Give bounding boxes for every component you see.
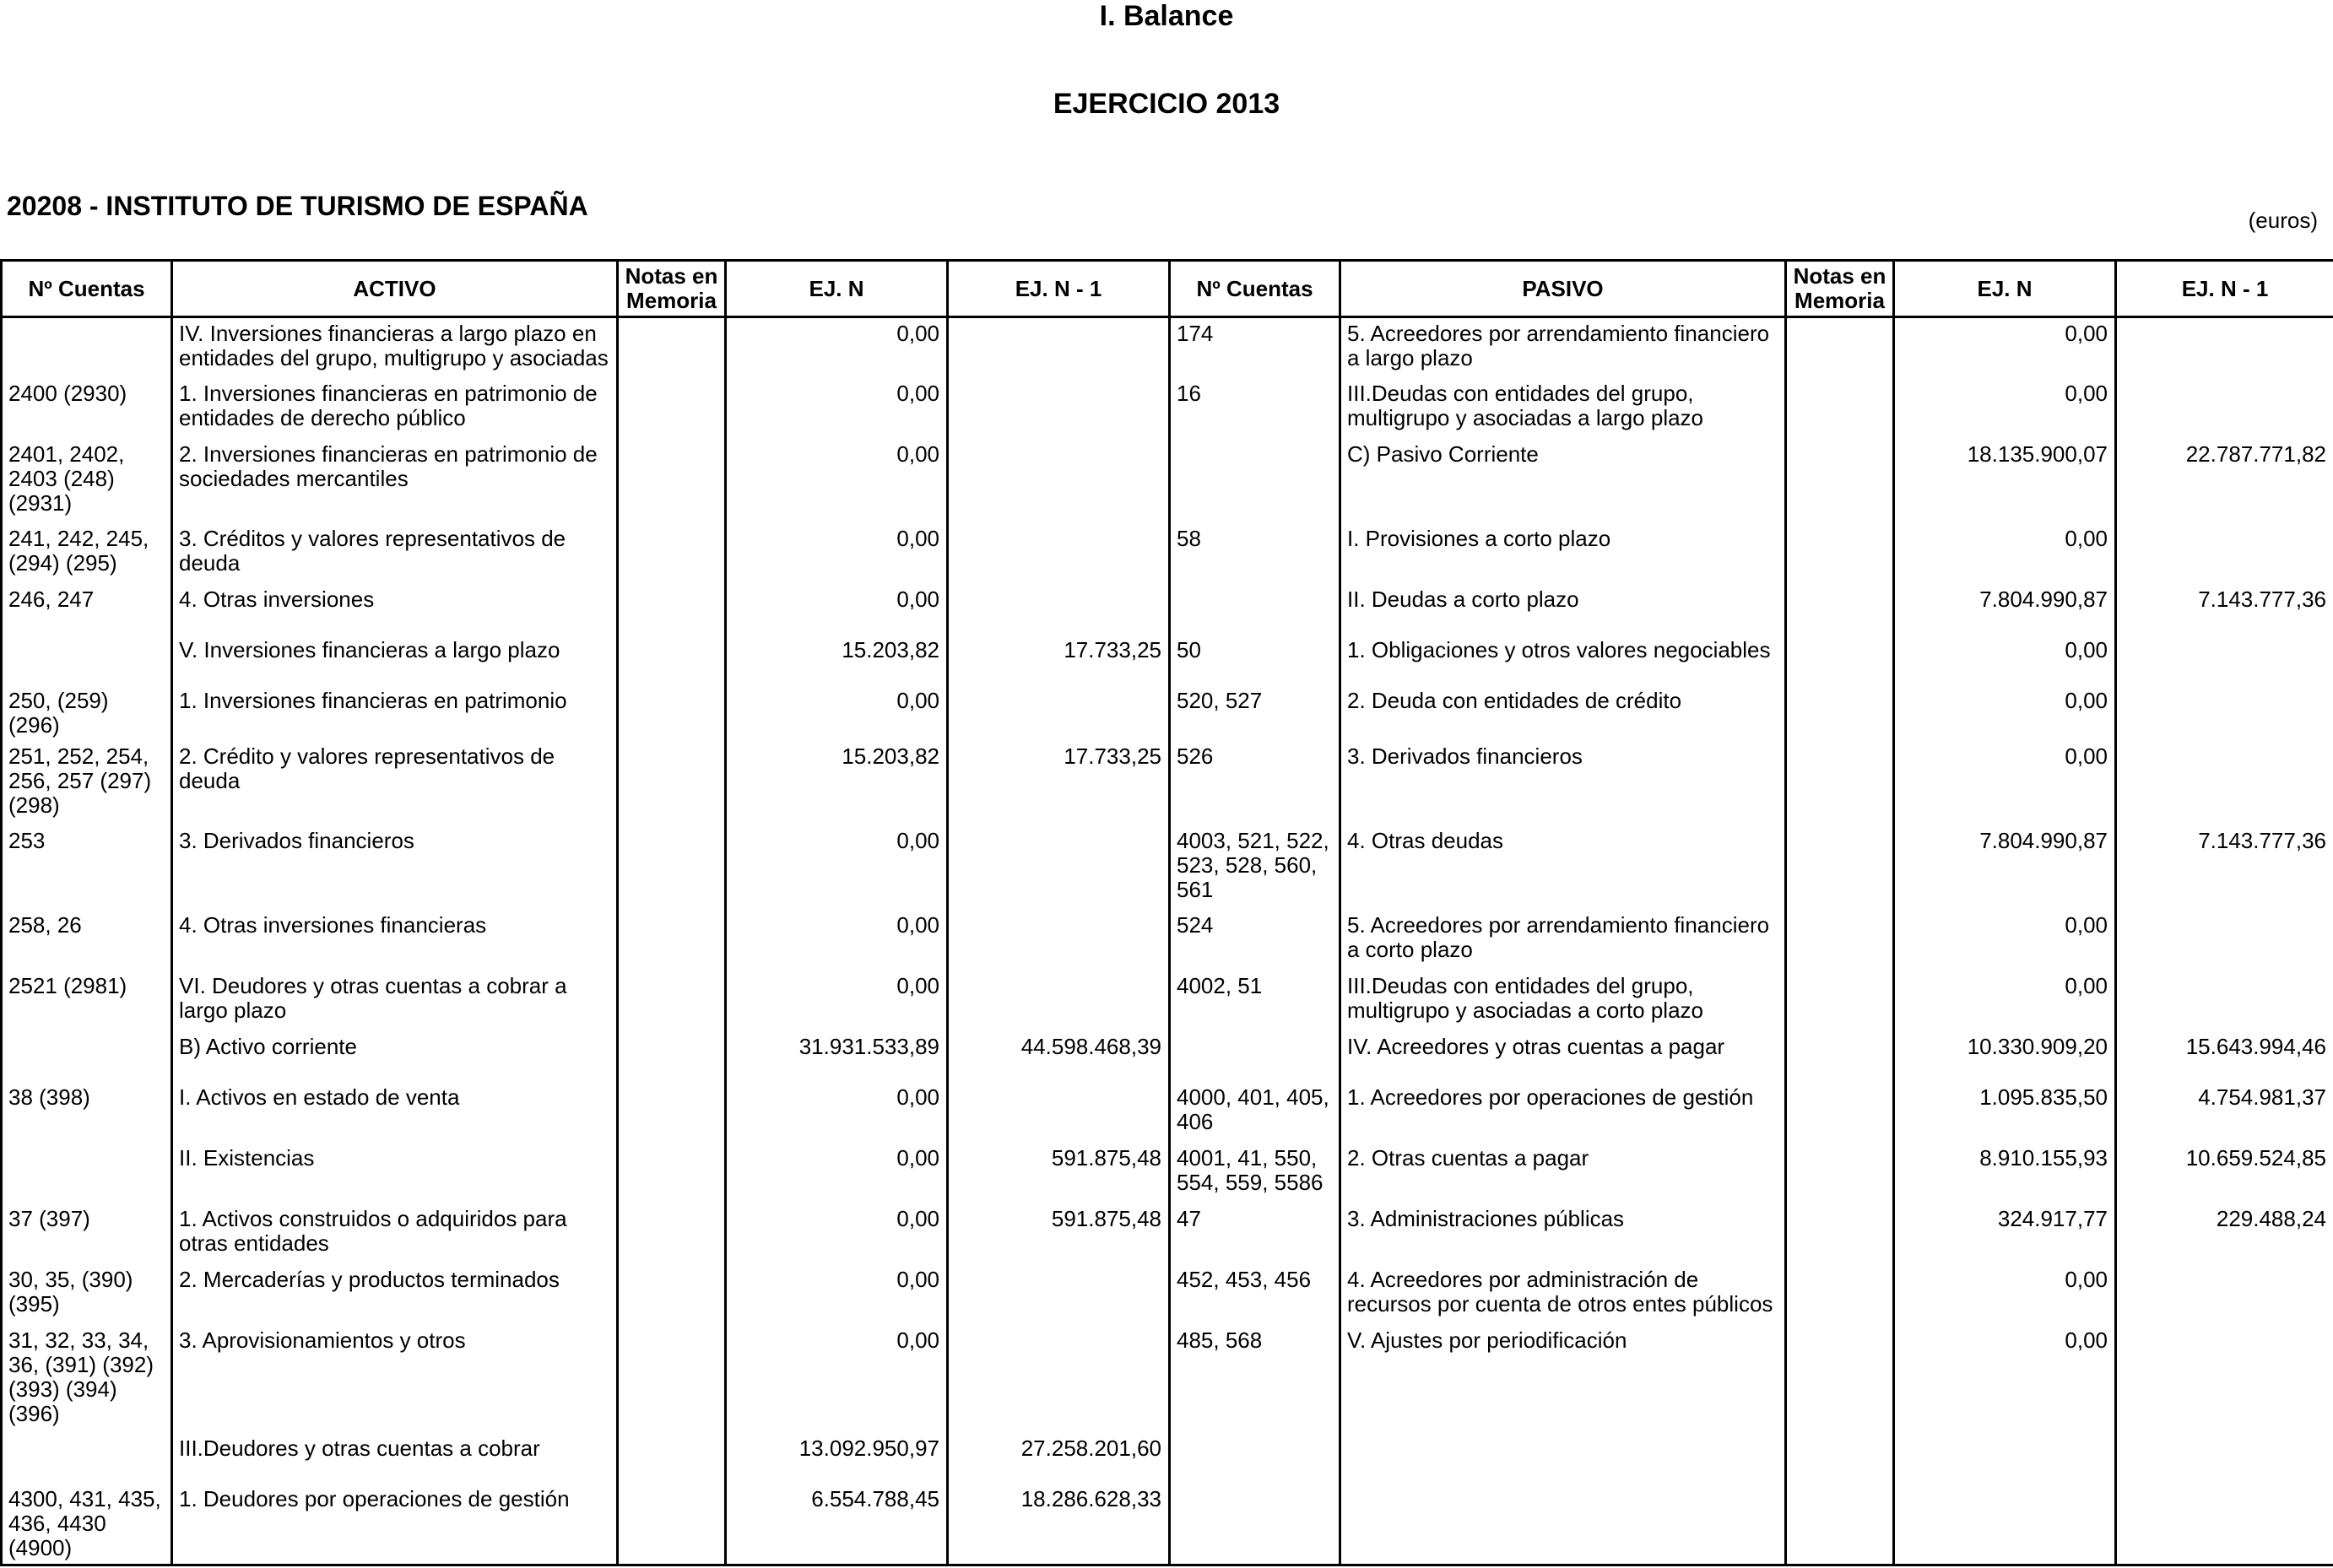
activo-descripcion-cell: 1. Inversiones financieras en patrimonio de entidades de derecho público bbox=[172, 378, 618, 439]
table-row bbox=[2, 971, 2333, 1031]
activo-notas-cell bbox=[618, 825, 726, 910]
pasivo-notas-cell bbox=[1786, 1433, 1894, 1484]
pasivo-notas-cell bbox=[1786, 635, 1894, 685]
activo-descripcion-cell: 3. Aprovisionamientos y otros bbox=[172, 1325, 618, 1433]
pasivo-ej-n-cell: 0,00 bbox=[1894, 635, 2116, 685]
pasivo-ej-n-cell: 324.917,77 bbox=[1894, 1203, 2116, 1264]
activo-notas-cell bbox=[618, 1325, 726, 1433]
activo-ej-n-cell: 0,00 bbox=[726, 378, 948, 439]
pasivo-notas-cell bbox=[1786, 1143, 1894, 1203]
activo-ej-n-cell: 0,00 bbox=[726, 1082, 948, 1143]
pasivo-descripcion-cell: 1. Obligaciones y otros valores negociables bbox=[1340, 635, 1786, 685]
pasivo-ej-n1-cell bbox=[2116, 1484, 2333, 1565]
currency-units: (euros) bbox=[2248, 208, 2318, 233]
pasivo-notas-cell bbox=[1786, 1264, 1894, 1325]
pasivo-notas-cell bbox=[1786, 317, 1894, 378]
activo-ej-n1-cell: 17.733,25 bbox=[948, 741, 1170, 825]
pasivo-notas-cell bbox=[1786, 439, 1894, 523]
table-body bbox=[2, 317, 2333, 1565]
activo-notas-cell bbox=[618, 584, 726, 635]
balance-table bbox=[0, 259, 2333, 1566]
activo-cuentas-cell bbox=[2, 1031, 172, 1082]
pasivo-notas-cell bbox=[1786, 741, 1894, 825]
pasivo-descripcion-cell: 3. Derivados financieros bbox=[1340, 741, 1786, 825]
col-header-pasivo: PASIVO bbox=[1340, 261, 1786, 317]
col-header-ej-n1-pasivo: EJ. N - 1 bbox=[2116, 261, 2333, 317]
pasivo-descripcion-cell: 4. Acreedores por administración de recursos por cuenta de otros entes públicos bbox=[1340, 1264, 1786, 1325]
activo-ej-n-cell: 0,00 bbox=[726, 910, 948, 971]
pasivo-cuentas-cell: 526 bbox=[1170, 741, 1340, 825]
table-row bbox=[2, 1264, 2333, 1325]
activo-ej-n-cell: 31.931.533,89 bbox=[726, 1031, 948, 1082]
activo-ej-n1-cell: 27.258.201,60 bbox=[948, 1433, 1170, 1484]
table-row bbox=[2, 378, 2333, 439]
activo-ej-n-cell: 13.092.950,97 bbox=[726, 1433, 948, 1484]
activo-descripcion-cell: 2. Mercaderías y productos terminados bbox=[172, 1264, 618, 1325]
pasivo-notas-cell bbox=[1786, 685, 1894, 741]
pasivo-notas-cell bbox=[1786, 1031, 1894, 1082]
activo-descripcion-cell: 4. Otras inversiones bbox=[172, 584, 618, 635]
activo-ej-n-cell: 0,00 bbox=[726, 971, 948, 1031]
activo-notas-cell bbox=[618, 523, 726, 584]
activo-notas-cell bbox=[618, 910, 726, 971]
activo-notas-cell bbox=[618, 1082, 726, 1143]
pasivo-ej-n1-cell bbox=[2116, 1264, 2333, 1325]
pasivo-cuentas-cell: 4001, 41, 550, 554, 559, 5586 bbox=[1170, 1143, 1340, 1203]
activo-notas-cell bbox=[618, 378, 726, 439]
pasivo-ej-n1-cell bbox=[2116, 317, 2333, 378]
activo-ej-n1-cell bbox=[948, 685, 1170, 741]
table-row bbox=[2, 439, 2333, 523]
pasivo-ej-n-cell: 0,00 bbox=[1894, 685, 2116, 741]
table-row bbox=[2, 1143, 2333, 1203]
pasivo-notas-cell bbox=[1786, 1484, 1894, 1565]
header-row bbox=[2, 261, 2333, 317]
activo-cuentas-cell: 253 bbox=[2, 825, 172, 910]
activo-descripcion-cell: 1. Inversiones financieras en patrimonio bbox=[172, 685, 618, 741]
activo-cuentas-cell: 2521 (2981) bbox=[2, 971, 172, 1031]
table-row bbox=[2, 1203, 2333, 1264]
activo-ej-n1-cell bbox=[948, 317, 1170, 378]
activo-descripcion-cell: I. Activos en estado de venta bbox=[172, 1082, 618, 1143]
pasivo-cuentas-cell bbox=[1170, 1433, 1340, 1484]
pasivo-ej-n1-cell: 22.787.771,82 bbox=[2116, 439, 2333, 523]
table-row bbox=[2, 317, 2333, 378]
activo-cuentas-cell bbox=[2, 635, 172, 685]
pasivo-ej-n1-cell bbox=[2116, 685, 2333, 741]
activo-cuentas-cell: 2400 (2930) bbox=[2, 378, 172, 439]
pasivo-ej-n1-cell bbox=[2116, 1325, 2333, 1433]
activo-ej-n1-cell bbox=[948, 971, 1170, 1031]
activo-ej-n-cell: 15.203,82 bbox=[726, 741, 948, 825]
activo-notas-cell bbox=[618, 439, 726, 523]
activo-cuentas-cell: 31, 32, 33, 34, 36, (391) (392) (393) (394) (396) bbox=[2, 1325, 172, 1433]
pasivo-ej-n-cell: 8.910.155,93 bbox=[1894, 1143, 2116, 1203]
activo-ej-n-cell: 15.203,82 bbox=[726, 635, 948, 685]
activo-ej-n1-cell bbox=[948, 910, 1170, 971]
pasivo-ej-n-cell: 0,00 bbox=[1894, 971, 2116, 1031]
pasivo-cuentas-cell: 4003, 521, 522, 523, 528, 560, 561 bbox=[1170, 825, 1340, 910]
activo-cuentas-cell: 2401, 2402, 2403 (248) (2931) bbox=[2, 439, 172, 523]
pasivo-ej-n-cell: 0,00 bbox=[1894, 317, 2116, 378]
activo-descripcion-cell: 1. Deudores por operaciones de gestión bbox=[172, 1484, 618, 1565]
pasivo-ej-n-cell bbox=[1894, 1484, 2116, 1565]
activo-ej-n1-cell: 44.598.468,39 bbox=[948, 1031, 1170, 1082]
pasivo-ej-n-cell: 0,00 bbox=[1894, 1264, 2116, 1325]
col-header-ej-n1-activo: EJ. N - 1 bbox=[948, 261, 1170, 317]
activo-ej-n-cell: 0,00 bbox=[726, 1264, 948, 1325]
pasivo-cuentas-cell bbox=[1170, 584, 1340, 635]
activo-cuentas-cell: 246, 247 bbox=[2, 584, 172, 635]
pasivo-descripcion-cell: I. Provisiones a corto plazo bbox=[1340, 523, 1786, 584]
pasivo-ej-n1-cell bbox=[2116, 910, 2333, 971]
pasivo-descripcion-cell: 5. Acreedores por arrendamiento financiero a corto plazo bbox=[1340, 910, 1786, 971]
activo-descripcion-cell: 2. Crédito y valores representativos de deuda bbox=[172, 741, 618, 825]
pasivo-cuentas-cell: 58 bbox=[1170, 523, 1340, 584]
pasivo-ej-n1-cell bbox=[2116, 523, 2333, 584]
table-row bbox=[2, 1433, 2333, 1484]
pasivo-ej-n-cell: 0,00 bbox=[1894, 741, 2116, 825]
pasivo-descripcion-cell: 5. Acreedores por arrendamiento financiero a largo plazo bbox=[1340, 317, 1786, 378]
pasivo-descripcion-cell: III.Deudas con entidades del grupo, multigrupo y asociadas a corto plazo bbox=[1340, 971, 1786, 1031]
pasivo-ej-n1-cell: 10.659.524,85 bbox=[2116, 1143, 2333, 1203]
pasivo-descripcion-cell: 1. Acreedores por operaciones de gestión bbox=[1340, 1082, 1786, 1143]
activo-ej-n1-cell bbox=[948, 1325, 1170, 1433]
pasivo-ej-n-cell: 0,00 bbox=[1894, 910, 2116, 971]
activo-descripcion-cell: 1. Activos construidos o adquiridos para otras entidades bbox=[172, 1203, 618, 1264]
activo-ej-n1-cell: 591.875,48 bbox=[948, 1203, 1170, 1264]
pasivo-ej-n-cell: 0,00 bbox=[1894, 1325, 2116, 1433]
pasivo-notas-cell bbox=[1786, 1325, 1894, 1433]
col-header-cuentas-activo: Nº Cuentas bbox=[2, 261, 172, 317]
activo-ej-n1-cell bbox=[948, 584, 1170, 635]
table-row bbox=[2, 1484, 2333, 1565]
pasivo-cuentas-cell: 50 bbox=[1170, 635, 1340, 685]
pasivo-cuentas-cell: 452, 453, 456 bbox=[1170, 1264, 1340, 1325]
col-header-activo: ACTIVO bbox=[172, 261, 618, 317]
col-header-ej-n-pasivo: EJ. N bbox=[1894, 261, 2116, 317]
pasivo-cuentas-cell: 47 bbox=[1170, 1203, 1340, 1264]
pasivo-notas-cell bbox=[1786, 1203, 1894, 1264]
pasivo-ej-n1-cell bbox=[2116, 635, 2333, 685]
pasivo-cuentas-cell: 520, 527 bbox=[1170, 685, 1340, 741]
pasivo-ej-n1-cell bbox=[2116, 1433, 2333, 1484]
pasivo-ej-n-cell: 7.804.990,87 bbox=[1894, 825, 2116, 910]
pasivo-notas-cell bbox=[1786, 1082, 1894, 1143]
activo-cuentas-cell: 258, 26 bbox=[2, 910, 172, 971]
activo-ej-n-cell: 0,00 bbox=[726, 439, 948, 523]
pasivo-cuentas-cell: 485, 568 bbox=[1170, 1325, 1340, 1433]
pasivo-descripcion-cell: 4. Otras deudas bbox=[1340, 825, 1786, 910]
pasivo-ej-n1-cell: 229.488,24 bbox=[2116, 1203, 2333, 1264]
activo-ej-n-cell: 0,00 bbox=[726, 1325, 948, 1433]
activo-ej-n-cell: 0,00 bbox=[726, 523, 948, 584]
pasivo-ej-n1-cell: 15.643.994,46 bbox=[2116, 1031, 2333, 1082]
activo-cuentas-cell: 37 (397) bbox=[2, 1203, 172, 1264]
activo-ej-n1-cell bbox=[948, 439, 1170, 523]
pasivo-ej-n1-cell: 4.754.981,37 bbox=[2116, 1082, 2333, 1143]
activo-notas-cell bbox=[618, 1031, 726, 1082]
pasivo-descripcion-cell: II. Deudas a corto plazo bbox=[1340, 584, 1786, 635]
pasivo-descripcion-cell: 2. Deuda con entidades de crédito bbox=[1340, 685, 1786, 741]
activo-notas-cell bbox=[618, 1264, 726, 1325]
activo-notas-cell bbox=[618, 635, 726, 685]
pasivo-ej-n-cell: 18.135.900,07 bbox=[1894, 439, 2116, 523]
activo-notas-cell bbox=[618, 685, 726, 741]
table-row bbox=[2, 685, 2333, 741]
pasivo-cuentas-cell: 16 bbox=[1170, 378, 1340, 439]
activo-ej-n1-cell bbox=[948, 523, 1170, 584]
activo-ej-n1-cell: 18.286.628,33 bbox=[948, 1484, 1170, 1565]
activo-ej-n1-cell bbox=[948, 378, 1170, 439]
table-row bbox=[2, 1031, 2333, 1082]
pasivo-notas-cell bbox=[1786, 584, 1894, 635]
pasivo-ej-n-cell: 7.804.990,87 bbox=[1894, 584, 2116, 635]
col-header-notas-pasivo: Notas en Memoria bbox=[1786, 261, 1894, 317]
pasivo-notas-cell bbox=[1786, 910, 1894, 971]
activo-cuentas-cell bbox=[2, 1433, 172, 1484]
activo-notas-cell bbox=[618, 317, 726, 378]
table-row bbox=[2, 741, 2333, 825]
pasivo-ej-n-cell: 10.330.909,20 bbox=[1894, 1031, 2116, 1082]
col-header-ej-n-activo: EJ. N bbox=[726, 261, 948, 317]
pasivo-descripcion-cell: 2. Otras cuentas a pagar bbox=[1340, 1143, 1786, 1203]
pasivo-notas-cell bbox=[1786, 971, 1894, 1031]
activo-notas-cell bbox=[618, 1484, 726, 1565]
pasivo-descripcion-cell bbox=[1340, 1433, 1786, 1484]
activo-notas-cell bbox=[618, 1143, 726, 1203]
activo-descripcion-cell: IV. Inversiones financieras a largo plazo en entidades del grupo, multigrupo y asociadas bbox=[172, 317, 618, 378]
table-row bbox=[2, 910, 2333, 971]
activo-ej-n-cell: 0,00 bbox=[726, 1203, 948, 1264]
activo-cuentas-cell: 30, 35, (390) (395) bbox=[2, 1264, 172, 1325]
pasivo-cuentas-cell: 4000, 401, 405, 406 bbox=[1170, 1082, 1340, 1143]
activo-notas-cell bbox=[618, 1203, 726, 1264]
activo-cuentas-cell: 241, 242, 245, (294) (295) bbox=[2, 523, 172, 584]
table-row bbox=[2, 584, 2333, 635]
activo-ej-n-cell: 0,00 bbox=[726, 1143, 948, 1203]
activo-descripcion-cell: 3. Créditos y valores representativos de deuda bbox=[172, 523, 618, 584]
pasivo-ej-n-cell bbox=[1894, 1433, 2116, 1484]
pasivo-descripcion-cell: IV. Acreedores y otras cuentas a pagar bbox=[1340, 1031, 1786, 1082]
activo-descripcion-cell: II. Existencias bbox=[172, 1143, 618, 1203]
table-row bbox=[2, 523, 2333, 584]
col-header-notas-activo: Notas en Memoria bbox=[618, 261, 726, 317]
activo-ej-n1-cell bbox=[948, 1082, 1170, 1143]
activo-descripcion-cell: 3. Derivados financieros bbox=[172, 825, 618, 910]
activo-descripcion-cell: B) Activo corriente bbox=[172, 1031, 618, 1082]
pasivo-cuentas-cell bbox=[1170, 439, 1340, 523]
pasivo-ej-n1-cell: 7.143.777,36 bbox=[2116, 584, 2333, 635]
activo-descripcion-cell: 4. Otras inversiones financieras bbox=[172, 910, 618, 971]
pasivo-ej-n1-cell bbox=[2116, 741, 2333, 825]
pasivo-cuentas-cell: 524 bbox=[1170, 910, 1340, 971]
entity-name: 20208 - INSTITUTO DE TURISMO DE ESPAÑA bbox=[7, 191, 588, 221]
activo-cuentas-cell: 251, 252, 254, 256, 257 (297) (298) bbox=[2, 741, 172, 825]
activo-ej-n-cell: 6.554.788,45 bbox=[726, 1484, 948, 1565]
pasivo-descripcion-cell: III.Deudas con entidades del grupo, multigrupo y asociadas a largo plazo bbox=[1340, 378, 1786, 439]
fiscal-year: EJERCICIO 2013 bbox=[1053, 88, 1280, 120]
pasivo-notas-cell bbox=[1786, 825, 1894, 910]
page-title: I. Balance bbox=[1099, 0, 1234, 32]
table-row bbox=[2, 1082, 2333, 1143]
col-header-cuentas-pasivo: Nº Cuentas bbox=[1170, 261, 1340, 317]
pasivo-descripcion-cell bbox=[1340, 1484, 1786, 1565]
activo-cuentas-cell bbox=[2, 1143, 172, 1203]
activo-cuentas-cell: 4300, 431, 435, 436, 4430 (4900) bbox=[2, 1484, 172, 1565]
pasivo-descripcion-cell: V. Ajustes por periodificación bbox=[1340, 1325, 1786, 1433]
activo-ej-n1-cell: 17.733,25 bbox=[948, 635, 1170, 685]
pasivo-ej-n-cell: 0,00 bbox=[1894, 378, 2116, 439]
pasivo-notas-cell bbox=[1786, 378, 1894, 439]
activo-notas-cell bbox=[618, 741, 726, 825]
pasivo-cuentas-cell bbox=[1170, 1031, 1340, 1082]
activo-descripcion-cell: VI. Deudores y otras cuentas a cobrar a largo plazo bbox=[172, 971, 618, 1031]
activo-notas-cell bbox=[618, 1433, 726, 1484]
activo-notas-cell bbox=[618, 971, 726, 1031]
table-row bbox=[2, 635, 2333, 685]
pasivo-ej-n-cell: 1.095.835,50 bbox=[1894, 1082, 2116, 1143]
table-row bbox=[2, 1325, 2333, 1433]
pasivo-ej-n1-cell bbox=[2116, 378, 2333, 439]
activo-descripcion-cell: III.Deudores y otras cuentas a cobrar bbox=[172, 1433, 618, 1484]
activo-descripcion-cell: V. Inversiones financieras a largo plazo bbox=[172, 635, 618, 685]
table-row bbox=[2, 825, 2333, 910]
activo-ej-n1-cell bbox=[948, 1264, 1170, 1325]
activo-ej-n-cell: 0,00 bbox=[726, 317, 948, 378]
activo-cuentas-cell: 38 (398) bbox=[2, 1082, 172, 1143]
pasivo-descripcion-cell: 3. Administraciones públicas bbox=[1340, 1203, 1786, 1264]
pasivo-cuentas-cell: 174 bbox=[1170, 317, 1340, 378]
activo-ej-n1-cell bbox=[948, 825, 1170, 910]
pasivo-descripcion-cell: C) Pasivo Corriente bbox=[1340, 439, 1786, 523]
pasivo-ej-n1-cell bbox=[2116, 971, 2333, 1031]
activo-ej-n-cell: 0,00 bbox=[726, 584, 948, 635]
pasivo-cuentas-cell bbox=[1170, 1484, 1340, 1565]
activo-descripcion-cell: 2. Inversiones financieras en patrimonio de sociedades mercantiles bbox=[172, 439, 618, 523]
activo-cuentas-cell: 250, (259) (296) bbox=[2, 685, 172, 741]
activo-ej-n1-cell: 591.875,48 bbox=[948, 1143, 1170, 1203]
pasivo-ej-n-cell: 0,00 bbox=[1894, 523, 2116, 584]
activo-ej-n-cell: 0,00 bbox=[726, 685, 948, 741]
pasivo-notas-cell bbox=[1786, 523, 1894, 584]
activo-ej-n-cell: 0,00 bbox=[726, 825, 948, 910]
activo-cuentas-cell bbox=[2, 317, 172, 378]
pasivo-cuentas-cell: 4002, 51 bbox=[1170, 971, 1340, 1031]
pasivo-ej-n1-cell: 7.143.777,36 bbox=[2116, 825, 2333, 910]
